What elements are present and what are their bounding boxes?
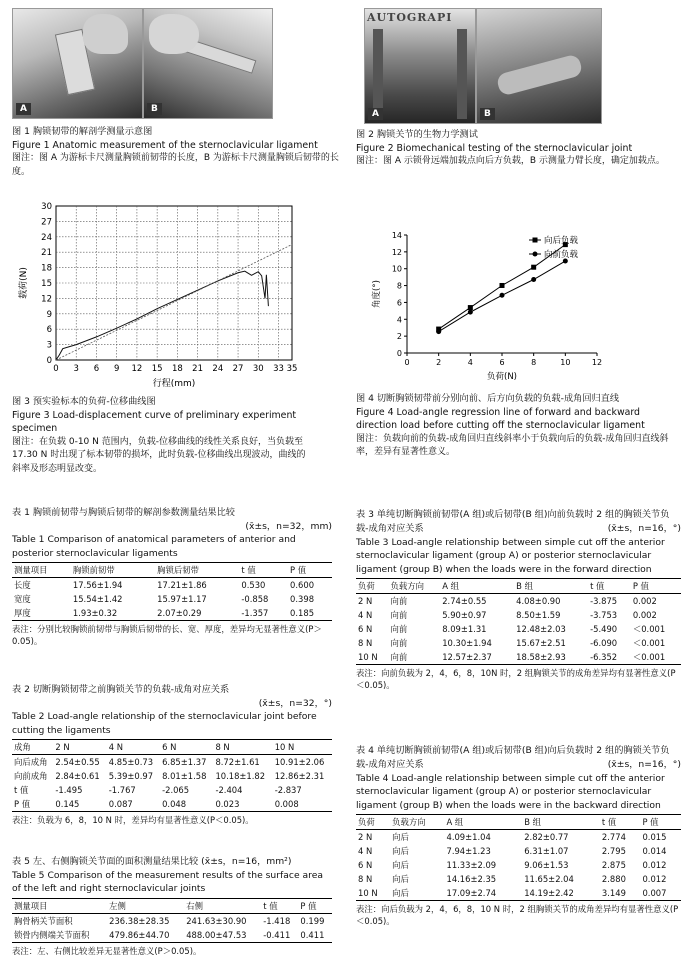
table-header-cell: P 值 — [290, 565, 307, 575]
table-cell: 15.67±2.51 — [516, 638, 566, 648]
table-cell: 向后 — [392, 846, 409, 856]
table-cell: 0.145 — [55, 799, 80, 809]
table-cell: 8.72±1.61 — [215, 757, 260, 767]
table-cell: 6 N — [358, 624, 373, 634]
table-cell: 向后 — [392, 860, 409, 870]
table-row — [12, 769, 332, 783]
table-cell: 向前 — [390, 610, 408, 620]
table5-title-row — [12, 855, 332, 869]
table-cell: 7.94±1.23 — [446, 846, 491, 856]
table-cell: 2.880 — [601, 874, 626, 884]
fig3-title-cn: 图 3 预实验标本的负荷-位移曲线图 — [12, 396, 156, 407]
table-cell: 15.97±1.17 — [157, 594, 207, 604]
table-cell: 锁骨内侧端关节面积 — [14, 929, 90, 940]
table-header-cell: P 值 — [300, 900, 317, 911]
x-tick-label: 6 — [499, 358, 505, 367]
table-cell: 3.149 — [601, 888, 626, 898]
x-tick-label: 35 — [286, 364, 298, 374]
table1-title-en: Table 1 Comparison of anatomical parameters of anterior and posterior sternoclavicular ligaments — [12, 534, 296, 559]
table-cell: 0.008 — [274, 799, 299, 809]
table-cell: 10.91±2.06 — [274, 757, 325, 767]
table5-note: 表注：左、右侧比较差异无显著性意义(P＞0.05)。 — [12, 945, 202, 956]
fig3-chart — [12, 198, 312, 396]
legend-marker-circle — [533, 252, 538, 257]
table-cell: -1.767 — [108, 785, 136, 795]
table-header-row — [12, 898, 332, 913]
table1-stat: (x̄±s，n=32，mm) — [245, 520, 332, 532]
x-axis-label: 负荷(N) — [487, 372, 517, 382]
y-tick-label: 0 — [46, 356, 52, 366]
table-header-cell: 负载方向 — [392, 817, 426, 827]
table-cell: 0.007 — [642, 888, 667, 898]
table-cell: ＜0.001 — [632, 638, 666, 648]
y-tick-label: 12 — [391, 247, 402, 257]
fig1-title-cn: 图 1 胸锁韧带的解剖学测量示意图 — [12, 126, 153, 137]
hand-shape — [83, 14, 128, 54]
table-cell: 0.199 — [300, 915, 325, 926]
x-tick-label: 24 — [212, 364, 224, 374]
table-cell: 8 N — [358, 874, 373, 884]
table-cell: 2.54±0.55 — [55, 757, 100, 767]
table-cell: 6 N — [358, 860, 373, 870]
table-header-cell: t 值 — [601, 817, 617, 827]
table-cell: 17.21±1.86 — [157, 580, 207, 590]
table-cell: -6.352 — [590, 652, 618, 662]
fig4-chart — [365, 225, 615, 385]
table-cell: 0.023 — [215, 799, 240, 809]
table-cell: 1.93±0.32 — [72, 608, 118, 618]
table-header-cell: A 组 — [442, 581, 459, 591]
table-row — [356, 830, 681, 845]
table-header-cell: t 值 — [263, 900, 278, 911]
legend-label: 向前负载 — [544, 250, 579, 260]
table-row — [356, 872, 681, 886]
y-tick-label: 2 — [396, 332, 402, 342]
table-cell: 2.74±0.55 — [442, 596, 487, 606]
table-cell: 241.63±30.90 — [186, 915, 247, 926]
fig2-photo-b — [476, 8, 602, 124]
table1-note: 表注：分别比较胸锁前韧带与胸锁后韧带的长、宽、厚度，差异均无显著性意义(P＞0.05)。 — [12, 624, 322, 646]
data-point-square — [468, 305, 473, 310]
table-cell: 2.774 — [601, 832, 626, 842]
table4-title-en: Table 4 Load-angle relationship between simple cut off the anterior sternoclavicular ligament (group A) or posterior sternoclavicular ligament (group B) when the loads were in the backward direction — [356, 772, 665, 811]
table-cell: 胸骨柄关节面积 — [14, 915, 73, 926]
table1-title-cn: 表 1 胸锁前韧带与胸锁后韧带的解剖参数测量结果比较 — [12, 507, 235, 518]
table4-stat: (x̄±s，n=16，°) — [607, 759, 681, 770]
table-cell: 17.09±2.74 — [446, 888, 497, 898]
table-cell: -1.495 — [55, 785, 83, 795]
table-header-cell: t 值 — [241, 565, 256, 575]
fig2-caption — [356, 128, 681, 169]
x-tick-label: 33 — [273, 364, 284, 374]
table5 — [12, 898, 332, 943]
table-row — [356, 594, 681, 609]
table3-note: 表注：向前负载为 2，4，6，8，10N 时，2 组胸锁关节的成角差异均有显著性意义(P＜0.05)。 — [356, 668, 676, 690]
table-header-row — [356, 815, 681, 830]
specimen-shape — [496, 53, 584, 96]
table-header-cell: B 组 — [524, 817, 541, 827]
table-cell: 0.012 — [642, 860, 667, 870]
table-row — [12, 797, 332, 812]
table-cell: 10 N — [358, 652, 378, 662]
table-cell: 0.048 — [162, 799, 187, 809]
table-cell: 5.39±0.97 — [108, 771, 154, 781]
table-header-cell: 6 N — [162, 742, 177, 752]
table-header-cell: 左侧 — [109, 900, 126, 911]
table-cell: -0.411 — [263, 929, 291, 940]
table2-title-cn: 表 2 切断胸锁韧带之前胸锁关节的负载-成角对应关系 — [12, 684, 230, 695]
table-cell: 4 N — [358, 846, 373, 856]
table-header-cell: P 值 — [642, 817, 659, 827]
table-header-row — [356, 579, 681, 594]
table-cell: 2.84±0.61 — [55, 771, 100, 781]
table-row — [356, 608, 681, 622]
table-cell: -3.875 — [590, 596, 618, 606]
table-cell: 4.85±0.73 — [108, 757, 154, 767]
table-cell: -3.753 — [590, 610, 618, 620]
table1 — [12, 562, 332, 621]
table-cell: 0.185 — [290, 608, 315, 618]
table4-title-cn: 表 4 单纯切断胸锁前韧带(A 组)或后韧带(B 组)向后负载时 2 组的胸锁关节负载-成角对应关系 — [356, 745, 670, 770]
x-tick-label: 27 — [232, 364, 244, 374]
fig1-panel-a-label: A — [16, 103, 31, 115]
table-cell: 0.087 — [108, 799, 133, 809]
y-tick-label: 30 — [41, 202, 52, 212]
table-cell: 15.54±1.42 — [72, 594, 123, 604]
table-cell: -2.065 — [162, 785, 190, 795]
table-cell: ＜0.001 — [632, 624, 666, 634]
table1-block — [12, 506, 332, 647]
table-header-cell: t 值 — [590, 581, 605, 591]
table-cell: 18.58±2.93 — [516, 652, 566, 662]
table-row — [12, 606, 332, 621]
y-tick-label: 18 — [41, 263, 52, 274]
table-header-cell: 10 N — [274, 742, 295, 752]
table-cell: 10.18±1.82 — [215, 771, 266, 781]
y-tick-label: 3 — [46, 340, 52, 351]
table-row — [12, 755, 332, 770]
fig2-note: 图注：图 A 示锁骨远端加载点向后方负载，B 示测量力臂长度，确定加载点。 — [356, 156, 665, 166]
y-tick-label: 21 — [41, 248, 52, 259]
table-row — [356, 636, 681, 650]
table-header-cell: 测量项目 — [14, 565, 48, 575]
table-cell: -2.837 — [274, 785, 302, 795]
table-cell: 2 N — [358, 832, 373, 842]
table-cell: 向前 — [390, 624, 408, 634]
legend-label: 向后负载 — [544, 236, 579, 246]
fig4-caption — [356, 392, 681, 460]
table2-block — [12, 683, 332, 826]
data-point-square — [500, 283, 505, 288]
y-tick-label: 6 — [396, 298, 402, 308]
data-point-circle — [531, 277, 536, 282]
x-tick-label: 9 — [113, 364, 120, 374]
fig2-panel-b-label: B — [480, 108, 495, 120]
table-header-cell: 胸锁前韧带 — [72, 565, 115, 575]
table-cell: 向后 — [392, 874, 409, 884]
table-cell: 479.86±44.70 — [109, 929, 170, 940]
table-cell: 0.411 — [300, 929, 325, 940]
table5-title-en: Table 5 Comparison of the measurement results of the surface area of the left and right sternoclavicular joints — [12, 869, 323, 894]
table-cell: 6.31±1.07 — [524, 846, 569, 856]
x-tick-label: 3 — [73, 364, 79, 374]
table5-title-cn: 表 5 左、右侧胸锁关节面的面积测量结果比较 — [12, 856, 199, 867]
table-cell: 0.015 — [642, 832, 667, 842]
table-cell: 8.09±1.31 — [442, 624, 487, 634]
data-point-circle — [468, 310, 473, 315]
x-tick-label: 6 — [93, 364, 100, 374]
table-row — [356, 650, 681, 665]
table-cell: 9.06±1.53 — [524, 860, 569, 870]
x-tick-label: 10 — [560, 358, 571, 367]
fig2-title-cn: 图 2 胸锁关节的生物力学测试 — [356, 129, 478, 140]
table-cell: 2.82±0.77 — [524, 832, 569, 842]
table-cell: 2 N — [358, 596, 373, 606]
table-cell: 0.530 — [241, 580, 266, 590]
table4-note: 表注：向后负载为 2，4，6，8，10 N 时，2 组胸锁关节的成角差异均有显著性意义(P＜0.05)。 — [356, 904, 679, 926]
table-cell: P 值 — [14, 799, 31, 809]
table-cell: 6.85±1.37 — [162, 757, 207, 767]
table-header-cell: 测量项目 — [14, 900, 48, 911]
table-cell: 厚度 — [14, 608, 31, 618]
table3-title-cn: 表 3 单纯切断胸锁前韧带(A 组)或后韧带(B 组)向前负载时 2 组的胸锁关节负载-成角对应关系 — [356, 509, 670, 534]
y-tick-label: 15 — [41, 279, 52, 289]
table-header-cell: 负载方向 — [390, 581, 425, 591]
legend-marker-square — [533, 238, 538, 243]
table-cell: 向后成角 — [14, 757, 48, 767]
table-row — [12, 913, 332, 928]
y-tick-label: 6 — [46, 325, 52, 336]
fig3-note: 图注：在负载 0-10 N 范围内，负载-位移曲线的线性关系良好，当负载至 17.30 N 时出现了标本韧带的损坏，此时负载-位移曲线出现波动，曲线的斜率及形态明显改变。 — [12, 436, 306, 474]
fig1-photo-a — [12, 8, 143, 119]
data-point-circle — [436, 329, 441, 334]
y-tick-label: 4 — [396, 315, 402, 325]
x-tick-label: 12 — [131, 364, 143, 374]
table-header-cell: P 值 — [632, 581, 649, 591]
table-header-cell: 胸锁后韧带 — [157, 565, 199, 575]
x-tick-label: 2 — [436, 358, 442, 367]
table-row — [356, 844, 681, 858]
table5-stat: (x̄±s，n=16，mm²) — [201, 856, 292, 867]
table-cell: 14.19±2.42 — [524, 888, 574, 898]
fig1-caption — [12, 125, 342, 179]
y-tick-label: 10 — [391, 264, 402, 274]
x-axis-label: 行程(mm) — [152, 379, 196, 389]
x-tick-label: 0 — [404, 358, 410, 367]
table-cell: 0.014 — [642, 846, 667, 856]
table-cell: 向后 — [392, 832, 409, 842]
machine-column — [373, 29, 383, 119]
y-tick-label: 9 — [46, 309, 52, 320]
table-cell: 宽度 — [14, 594, 31, 604]
table-cell: -1.418 — [263, 915, 291, 926]
x-tick-label: 18 — [171, 364, 183, 374]
table-cell: 12.48±2.03 — [516, 624, 566, 634]
table-row — [12, 592, 332, 606]
table3-title-en: Table 3 Load-angle relationship between simple cut off the anterior sternoclavicular ligament (group A) or posterior sternoclavicular ligament (group B) when the loads were in the forward direction — [356, 536, 665, 575]
table-cell: 向前 — [390, 638, 408, 648]
table-header-cell: 成角 — [14, 742, 31, 752]
fig2-photo-a — [364, 8, 476, 124]
table-cell: 4 N — [358, 610, 373, 620]
table-row — [12, 928, 332, 943]
table-cell: 236.38±28.35 — [109, 915, 170, 926]
table-cell: 14.16±2.35 — [446, 874, 497, 884]
table-cell: -0.858 — [241, 594, 269, 604]
table-row — [356, 886, 681, 901]
table-cell: 8.01±1.58 — [162, 771, 207, 781]
y-tick-label: 14 — [391, 231, 402, 240]
table-cell: 11.33±2.09 — [446, 860, 497, 870]
table2-title-en: Table 2 Load-angle relationship of the sternoclavicular joint before cutting the ligaments — [12, 711, 317, 736]
x-tick-label: 15 — [151, 364, 163, 374]
fig4-title-cn: 图 4 切断胸锁韧带前分别向前、后方向负载的负载-成角回归直线 — [356, 393, 620, 404]
table5-block — [12, 855, 332, 957]
machine-column — [457, 29, 467, 119]
table-row — [356, 622, 681, 636]
x-tick-label: 8 — [531, 358, 537, 367]
table-header-cell: 4 N — [108, 742, 124, 752]
table-cell: 0.002 — [632, 610, 657, 620]
table-cell: 向后 — [392, 888, 409, 898]
y-tick-label: 12 — [41, 294, 52, 305]
table-cell: 向前成角 — [14, 771, 48, 781]
fig2-panel-a-label: A — [368, 108, 383, 120]
x-tick-label: 21 — [192, 364, 204, 374]
table-row — [12, 578, 332, 593]
machine-label: AUTOGRAPI — [367, 11, 453, 24]
y-axis-label: 角度(°) — [372, 280, 382, 308]
table3-block — [356, 508, 681, 691]
table4 — [356, 814, 681, 901]
table-cell: 11.65±2.04 — [524, 874, 574, 884]
table-header-cell: B 组 — [516, 581, 533, 591]
table-header-cell: 右侧 — [186, 900, 203, 911]
table-cell: 0.002 — [632, 596, 657, 606]
table-cell: 长度 — [14, 580, 31, 590]
y-tick-label: 0 — [396, 349, 402, 358]
table-cell: -2.404 — [215, 785, 243, 795]
table-cell: 17.56±1.94 — [72, 580, 123, 590]
fig2-title-en: Figure 2 Biomechanical testing of the sternoclavicular joint — [356, 142, 633, 154]
table-header-cell: 负荷 — [358, 817, 375, 827]
table-cell: 8.50±1.59 — [516, 610, 561, 620]
data-point-square — [531, 265, 536, 270]
x-tick-label: 12 — [591, 358, 603, 367]
table2 — [12, 739, 332, 812]
table-cell: 向前 — [390, 652, 408, 662]
table-cell: 2.875 — [601, 860, 626, 870]
table-header-cell: 负荷 — [358, 581, 375, 591]
table3-stat: (x̄±s，n=16，°) — [607, 523, 681, 534]
table-cell: 2.795 — [601, 846, 626, 856]
table4-block — [356, 744, 681, 927]
table-header-row — [12, 563, 332, 578]
fig4-note: 图注：负载向前的负载-成角回归直线斜率小于负载向后的负载-成角回归直线斜率，差异有显著性意义。 — [356, 433, 669, 457]
table-header-cell: 8 N — [215, 742, 230, 752]
table-cell: 2.07±0.29 — [157, 608, 202, 618]
table-cell: 10.30±1.94 — [442, 638, 492, 648]
x-tick-label: 0 — [53, 364, 59, 374]
table-cell: 10 N — [358, 888, 378, 898]
y-tick-label: 24 — [41, 232, 52, 243]
y-axis-label: 载荷(N) — [19, 267, 29, 299]
table-cell: 12.57±2.37 — [442, 652, 492, 662]
table-cell: -1.357 — [241, 608, 269, 618]
table-cell: 5.90±0.97 — [442, 610, 487, 620]
fig3-caption — [12, 395, 312, 476]
y-tick-label: 8 — [396, 281, 402, 291]
table-header-cell: 2 N — [55, 742, 70, 752]
x-tick-label: 4 — [467, 358, 473, 367]
fig1-panel-b-label: B — [147, 103, 162, 115]
table-header-cell: A 组 — [446, 817, 464, 827]
x-tick-label: 30 — [252, 364, 264, 374]
table-cell: 8 N — [358, 638, 373, 648]
y-tick-label: 27 — [41, 217, 52, 228]
fig1-photo-b — [143, 8, 273, 119]
table-cell: 0.398 — [290, 594, 315, 604]
table-cell: -6.090 — [590, 638, 618, 648]
table-cell: 4.09±1.04 — [446, 832, 491, 842]
table-cell: 488.00±47.53 — [186, 929, 247, 940]
table2-stat: (x̄±s，n=32，°) — [258, 697, 332, 709]
table-cell: ＜0.001 — [632, 652, 666, 662]
table2-note: 表注：负载为 6，8，10 N 时，差异均有显著性意义(P＜0.05)。 — [12, 815, 254, 825]
table-cell: 0.600 — [290, 580, 315, 590]
table3 — [356, 578, 681, 665]
table-row — [12, 783, 332, 797]
table-cell: 0.012 — [642, 874, 667, 884]
table-cell: t 值 — [14, 785, 29, 795]
table-header-row — [12, 740, 332, 755]
table-cell: 4.08±0.90 — [516, 596, 561, 606]
fig1-title-en: Figure 1 Anatomic measurement of the sternoclavicular ligament — [12, 139, 318, 151]
data-point-circle — [500, 293, 505, 298]
fig3-title-en: Figure 3 Load-displacement curve of preliminary experiment specimen — [12, 409, 297, 434]
hand-shape — [149, 14, 199, 54]
table-cell: -5.490 — [590, 624, 618, 634]
fig4-title-en: Figure 4 Load-angle regression line of forward and backward direction load before cutting off the sternoclavicular ligament — [356, 406, 645, 431]
table-cell: 12.86±2.31 — [274, 771, 325, 781]
table-row — [356, 858, 681, 872]
fig1-note: 图注：图 A 为游标卡尺测量胸锁前韧带的长度，B 为游标卡尺测量胸锁后韧带的长度。 — [12, 153, 339, 177]
table-cell: 向前 — [390, 596, 408, 606]
